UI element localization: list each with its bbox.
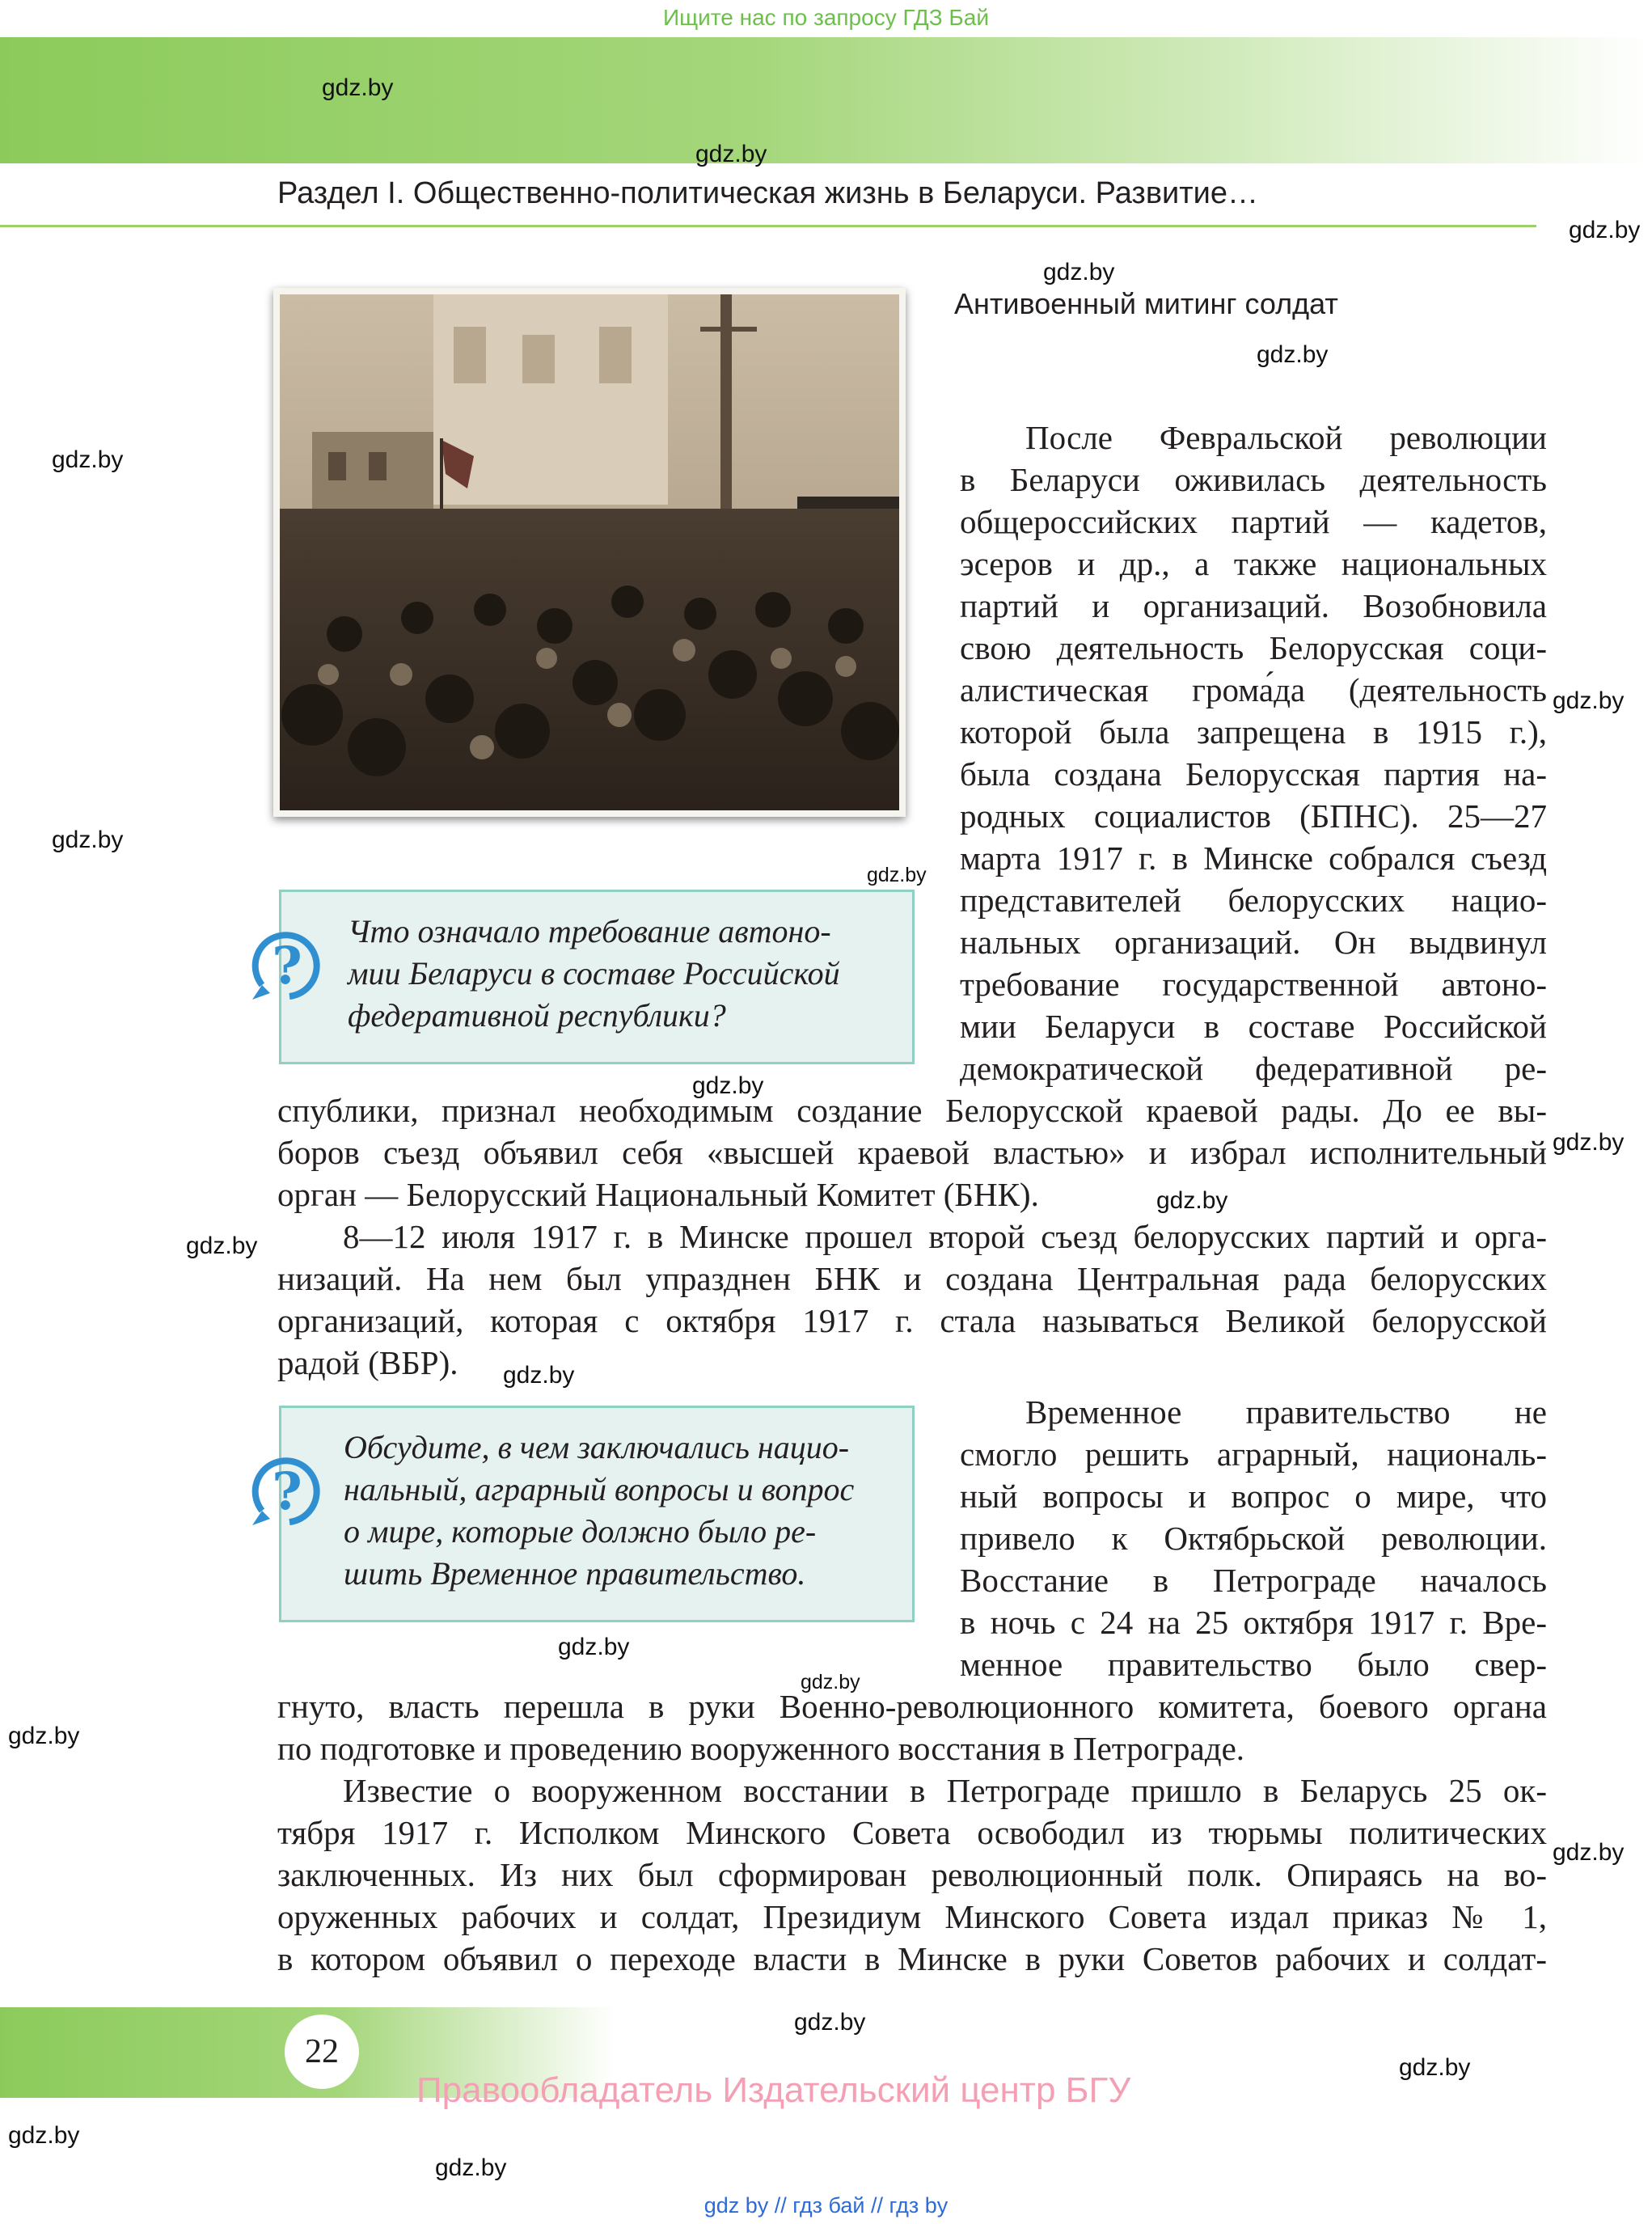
- anti-war-rally-photo: [273, 288, 906, 817]
- bottom-links[interactable]: gdz by // гдз бай // гдз by: [703, 2193, 949, 2218]
- question-text-line: нальный, аграрный вопросы и вопрос: [344, 1471, 855, 1507]
- question-text-line: о мире, которые должно было ре-: [344, 1513, 817, 1550]
- question-mark-icon: [243, 1448, 332, 1537]
- text-line: заключенных. Из них был сформирован революционный полк. Опираясь на во-: [277, 1856, 1547, 1893]
- photo-caption: Антивоенный митинг солдат: [954, 287, 1338, 320]
- text-line: Восстание в Петрограде началось: [960, 1562, 1547, 1599]
- text-line: общероссийских партий — кадетов,: [960, 503, 1547, 540]
- text-line: по подготовке и проведению вооруженного восстания в Петрограде.: [277, 1730, 1245, 1767]
- text-line: После Февральской революции: [1025, 419, 1547, 456]
- text-line: Временное правительство не: [1025, 1393, 1547, 1431]
- section-title: Раздел I. Общественно-политическая жизнь в Беларуси. Развитие…: [277, 176, 1259, 210]
- watermark: gdz.by: [1553, 687, 1625, 714]
- watermark: gdz.by: [503, 1362, 575, 1389]
- svg-text:?: ?: [272, 1461, 302, 1522]
- watermark: gdz.by: [322, 74, 394, 101]
- watermark: gdz.by: [186, 1233, 258, 1259]
- text-line: нальных организаций. Он выдвинул: [960, 924, 1547, 961]
- watermark: gdz.by: [867, 864, 927, 886]
- text-line: свою деятельность Белорусская соци-: [960, 629, 1547, 666]
- watermark: gdz.by: [794, 2009, 866, 2036]
- watermark: gdz.by: [801, 1671, 860, 1693]
- text-line: демократической федеративной ре-: [960, 1050, 1547, 1087]
- text-line: низаций. На нем был упразднен БНК и создана Центральная рада белорусских: [277, 1260, 1547, 1297]
- text-line: марта 1917 г. в Минске собрался съезд: [960, 839, 1547, 877]
- watermark: gdz.by: [695, 141, 767, 167]
- text-line: Известие о вооруженном восстании в Петрограде пришло в Беларусь 25 ок-: [343, 1772, 1547, 1809]
- text-line: была создана Белорусская партия на-: [960, 755, 1547, 793]
- watermark: gdz.by: [435, 2154, 507, 2181]
- text-line: организаций, которая с октября 1917 г. стала называться Великой белорусской: [277, 1302, 1547, 1339]
- text-line: в ночь с 24 на 25 октября 1917 г. Вре-: [960, 1604, 1547, 1641]
- watermark: gdz.by: [1257, 341, 1329, 368]
- watermark: gdz.by: [1399, 2054, 1471, 2081]
- question-mark-icon: [243, 922, 332, 1011]
- text-line: оруженных рабочих и солдат, Президиум Минского Совета издал приказ № 1,: [277, 1898, 1547, 1935]
- watermark: gdz.by: [1043, 259, 1115, 285]
- text-line: мии Беларуси в составе Российской: [960, 1008, 1547, 1045]
- rally-photo-image: [280, 294, 899, 810]
- text-line: смогло решить аграрный, националь-: [960, 1435, 1547, 1473]
- question-text-line: Что означало требование автоно-: [348, 913, 831, 949]
- text-line: партий и организаций. Возобновила: [960, 587, 1547, 624]
- header-bar: [0, 37, 1652, 163]
- watermark: gdz.by: [1569, 217, 1641, 243]
- watermark: gdz.by: [692, 1072, 764, 1099]
- copyright-notice: Правообладатель Издательский центр БГУ: [416, 2070, 1131, 2110]
- text-line: ный вопросы и вопрос о мире, что: [960, 1478, 1547, 1515]
- watermark: gdz.by: [8, 1723, 80, 1749]
- text-line: спублики, признал необходимым создание Белорусской краевой рады. До ее вы-: [277, 1092, 1547, 1129]
- watermark: gdz.by: [558, 1634, 630, 1660]
- top-banner: Ищите нас по запросу ГДЗ Бай: [662, 5, 990, 30]
- text-line: в Беларуси оживилась деятельность: [960, 461, 1547, 498]
- watermark: gdz.by: [8, 2122, 80, 2149]
- question-text-line: мии Беларуси в составе Российской: [348, 955, 840, 991]
- text-line: гнуто, власть перешла в руки Военно-революционного комитета, боевого органа: [277, 1688, 1547, 1725]
- header-rule: [0, 225, 1536, 227]
- question-text-line: шить Временное правительство.: [344, 1555, 806, 1592]
- text-line: представителей белорусских нацио-: [960, 882, 1547, 919]
- watermark: gdz.by: [1553, 1839, 1625, 1866]
- question-text-line: Обсудите, в чем заключались нацио-: [344, 1429, 850, 1465]
- text-line: боров съезд объявил себя «высшей краевой властью» и избрал исполнительный: [277, 1134, 1547, 1171]
- text-line: родных социалистов (БПНС). 25—27: [960, 797, 1547, 835]
- watermark: gdz.by: [1553, 1129, 1625, 1156]
- watermark: gdz.by: [52, 446, 124, 473]
- svg-text:?: ?: [272, 936, 302, 996]
- watermark: gdz.by: [1156, 1187, 1228, 1214]
- question-text-line: федеративной республики?: [348, 997, 726, 1034]
- text-line: привело к Октябрьской революции.: [960, 1520, 1547, 1557]
- text-line: менное правительство было свер-: [960, 1646, 1547, 1683]
- text-line: эсеров и др., а также национальных: [960, 545, 1547, 582]
- watermark: gdz.by: [52, 827, 124, 853]
- text-line: алистическая грома́да (деятельность: [960, 671, 1547, 708]
- text-line: в котором объявил о переходе власти в Минске в руки Советов рабочих и солдат-: [277, 1940, 1547, 1977]
- text-line: 8—12 июля 1917 г. в Минске прошел второй съезд белорусских партий и орга-: [343, 1218, 1547, 1255]
- text-line: тября 1917 г. Исполком Минского Совета освободил из тюрьмы политических: [277, 1814, 1547, 1851]
- page-number: 22: [285, 2015, 359, 2089]
- text-line: орган — Белорусский Национальный Комитет (БНК).: [277, 1176, 1039, 1213]
- text-line: которой была запрещена в 1915 г.),: [960, 713, 1547, 750]
- text-line: требование государственной автоно-: [960, 966, 1547, 1003]
- text-line: радой (ВБР).: [277, 1344, 458, 1381]
